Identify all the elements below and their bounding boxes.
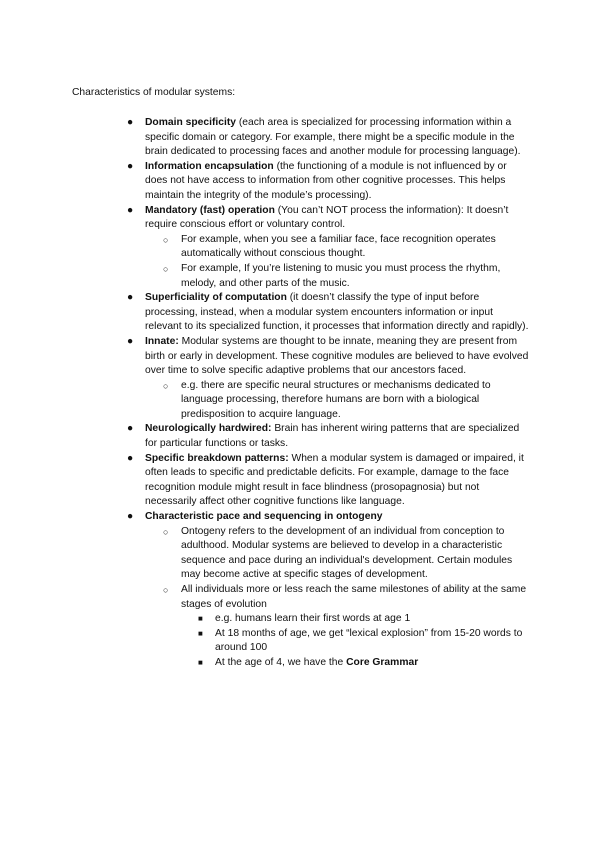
item-text: (it doesn’t classify the type of input before processing, instead, when a modular system encounters information or input relevant to its specialized function, it processes that information directly and rapidly).	[145, 292, 529, 333]
bullet-icon: ○	[163, 263, 169, 274]
sub-sub-list	[198, 612, 531, 670]
list-item	[127, 116, 531, 160]
list-item	[127, 452, 531, 510]
item-text: Brain has inherent wiring patterns that are specialized for particular functions or tasks.	[145, 423, 520, 450]
sub-item-text: For example, when you see a familiar face, face recognition operates automatically without conscious thought.	[181, 233, 496, 260]
list-item	[127, 422, 531, 451]
sub-sub-item-text: At 18 months of age, we get “lexical explosion” from 15-20 words to around 100	[215, 627, 523, 654]
sub-list-item	[163, 525, 531, 583]
bullet-icon: ●	[127, 160, 134, 172]
item-text: (You can’t NOT process the information): It doesn’t require conscious effort or voluntary control.	[145, 204, 509, 231]
bullet-icon: ■	[198, 628, 203, 638]
list-item	[127, 335, 531, 423]
sub-sub-list-item	[198, 612, 531, 627]
sub-sub-item-bold: Core Grammar	[346, 656, 419, 668]
sub-list-item	[163, 583, 531, 671]
item-term: Specific breakdown patterns:	[145, 452, 289, 464]
sub-item-text: Ontogeny refers to the development of an individual from conception to adulthood. Modular systems are believed to develop in a characteristic sequence and pace during an individual's development. Certain modules may become active at specific stages of development.	[181, 525, 513, 581]
item-term: Innate:	[145, 335, 179, 347]
item-term: Superficiality of computation	[145, 292, 287, 304]
item-text: Modular systems are thought to be innate, meaning they are present from birth or early in development. These cognitive modules are believed to have evolved over time to solve specific adaptive problems that our ancestors faced.	[145, 335, 529, 377]
sub-sub-item-text: At the age of 4, we have the	[215, 656, 347, 668]
list-item	[127, 204, 531, 292]
item-term: Mandatory (fast) operation	[145, 204, 275, 216]
item-term: Characteristic pace and sequencing in ontogeny	[145, 511, 383, 523]
sub-item-text: All individuals more or less reach the same milestones of ability at the same stages of evolution	[181, 584, 527, 610]
sub-item-text: For example, If you’re listening to music you must process the rhythm, melody, and other parts of the music.	[181, 262, 501, 289]
bullet-icon: ●	[127, 335, 134, 347]
sub-list-item	[163, 262, 531, 291]
bullet-icon: ●	[127, 511, 134, 523]
sub-list	[163, 525, 531, 671]
list-item	[127, 160, 531, 204]
sub-sub-list-item	[198, 656, 531, 671]
list-item	[127, 291, 531, 335]
sub-list-item	[163, 233, 531, 262]
sub-sub-item-text: e.g. humans learn their first words at age 1	[215, 613, 411, 625]
bullet-icon: ●	[127, 423, 134, 435]
bullet-icon: ■	[198, 657, 203, 667]
item-term: Domain specificity	[145, 117, 236, 128]
item-text: (the functioning of a module is not influenced by or does not have access to information from other cognitive processes. This helps maintain the integrity of the module’s processing).	[145, 160, 507, 201]
bullet-icon: ○	[163, 380, 169, 391]
item-term: Information encapsulation	[145, 160, 274, 172]
item-term: Neurologically hardwired:	[145, 423, 272, 435]
bullet-icon: ○	[163, 234, 169, 245]
sub-list-item	[163, 379, 531, 423]
sub-item-text: e.g. there are specific neural structures or mechanisms dedicated to language processing, therefore humans are born with a biological predisposition to acquire language.	[181, 379, 491, 420]
bullet-icon: ●	[127, 117, 134, 128]
bullet-icon: ●	[127, 292, 134, 304]
characteristics-list	[127, 116, 531, 671]
bullet-icon: ●	[127, 204, 134, 216]
page-title: Characteristics of modular systems:	[72, 87, 236, 98]
bullet-icon: ●	[127, 452, 134, 464]
sub-sub-list-item	[198, 627, 531, 656]
sub-list	[163, 379, 531, 423]
item-text: (each area is specialized for processing information within a specific domain or category. For example, there might be a specific module in the brain dedicated to processing faces and another module for processing language).	[145, 117, 521, 158]
item-text: When a modular system is damaged or impaired, it often leads to specific and predictable deficits. For example, damage to the face recognition module might result in face blindness (prosopagnosia) but not necessarily affect other cognitive functions like language.	[145, 452, 524, 508]
bullet-icon: ○	[163, 526, 169, 537]
sub-list	[163, 233, 531, 291]
bullet-icon: ■	[198, 614, 203, 624]
bullet-icon: ○	[163, 585, 169, 595]
list-item	[127, 510, 531, 671]
